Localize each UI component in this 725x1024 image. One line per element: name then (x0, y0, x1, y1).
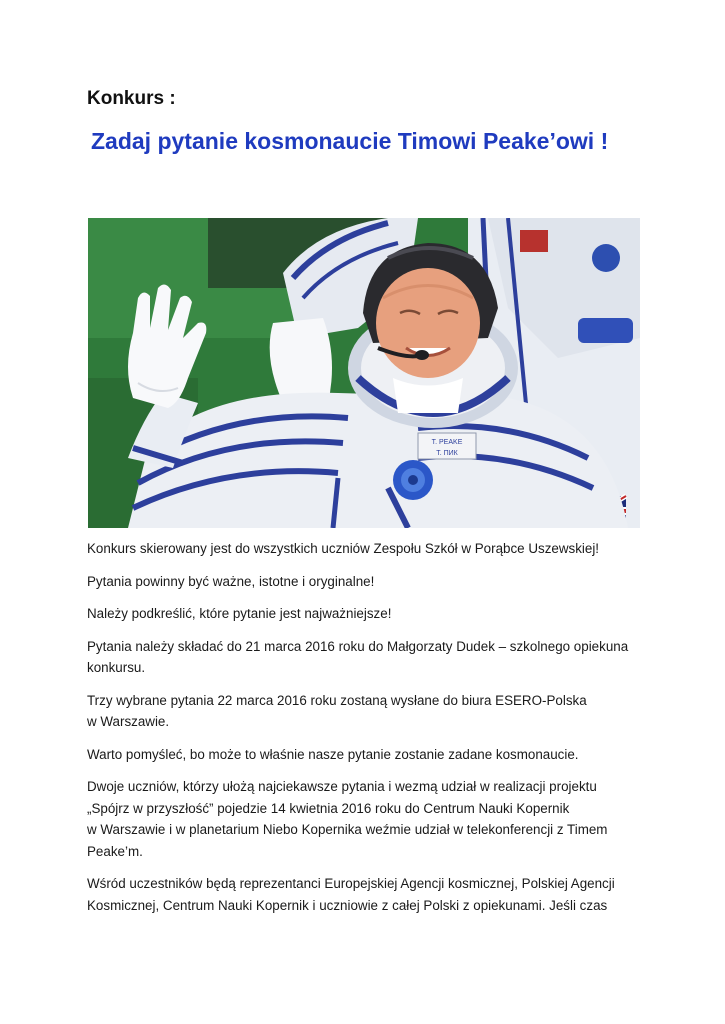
paragraph-6 (87, 744, 647, 766)
paragraph-8-line-1: Wśród uczestników będą reprezentanci Europejskiej Agencji kosmicznej, Polskiej Agencji (87, 876, 615, 891)
astronaut-photo (88, 218, 640, 528)
paragraph-5 (87, 690, 647, 733)
paragraph-1 (87, 538, 647, 560)
paragraph-4 (87, 636, 647, 679)
paragraph-7 (87, 776, 647, 862)
paragraph-5-line-2: w Warszawie. (87, 714, 170, 729)
paragraph-8-line-2: Kosmicznej, Centrum Nauki Kopernik i uczniowie z całej Polski z opiekunami. Jeśli czas (87, 897, 608, 913)
paragraph-1-line-1: Konkurs skierowany jest do wszystkich uczniów Zespołu Szkół w Porąbce Uszewskiej! (87, 541, 600, 556)
page-title: Zadaj pytanie kosmonaucie Timowi Peake’owi ! (91, 128, 609, 154)
body-text (87, 538, 647, 927)
paragraph-4-line-2: konkursu. (87, 660, 146, 675)
paragraph-6-line-1: Warto pomyśleć, bo może to właśnie nasze pytanie zostanie zadane kosmonaucie. (87, 746, 579, 762)
paragraph-7-line-1: Dwoje uczniów, którzy ułożą najciekawsze pytania i wezmą udział w realizacji projektu (87, 779, 597, 794)
paragraph-3 (87, 603, 647, 625)
name-tag-line-1: T. PEAKE (431, 439, 463, 446)
paragraph-4-line-1: Pytania należy składać do 21 marca 2016 roku do Małgorzaty Dudek – szkolnego opiekuna (87, 638, 629, 654)
paragraph-7-line-3: w Warszawie i w planetarium Niebo Kopernika weźmie udział w telekonferencji z Timem (87, 822, 608, 837)
page-heading: Konkurs : (87, 88, 176, 109)
paragraph-7-line-2: „Spójrz w przyszłość” pojedzie 14 kwietnia 2016 roku do Centrum Nauki Kopernik (87, 800, 570, 816)
paragraph-3-line-1: Należy podkreślić, które pytanie jest najważniejsze! (87, 606, 392, 621)
name-tag-line-2: Т. ПИК (436, 450, 458, 457)
paragraph-8 (87, 873, 647, 916)
paragraph-2 (87, 571, 647, 593)
paragraph-7-line-4: Peake’m. (87, 843, 143, 859)
paragraph-5-line-1: Trzy wybrane pytania 22 marca 2016 roku zostaną wysłane do biura ESERO-Polska (87, 692, 587, 708)
paragraph-2-line-1: Pytania powinny być ważne, istotne i oryginalne! (87, 573, 375, 589)
astronaut-illustration (88, 218, 640, 528)
